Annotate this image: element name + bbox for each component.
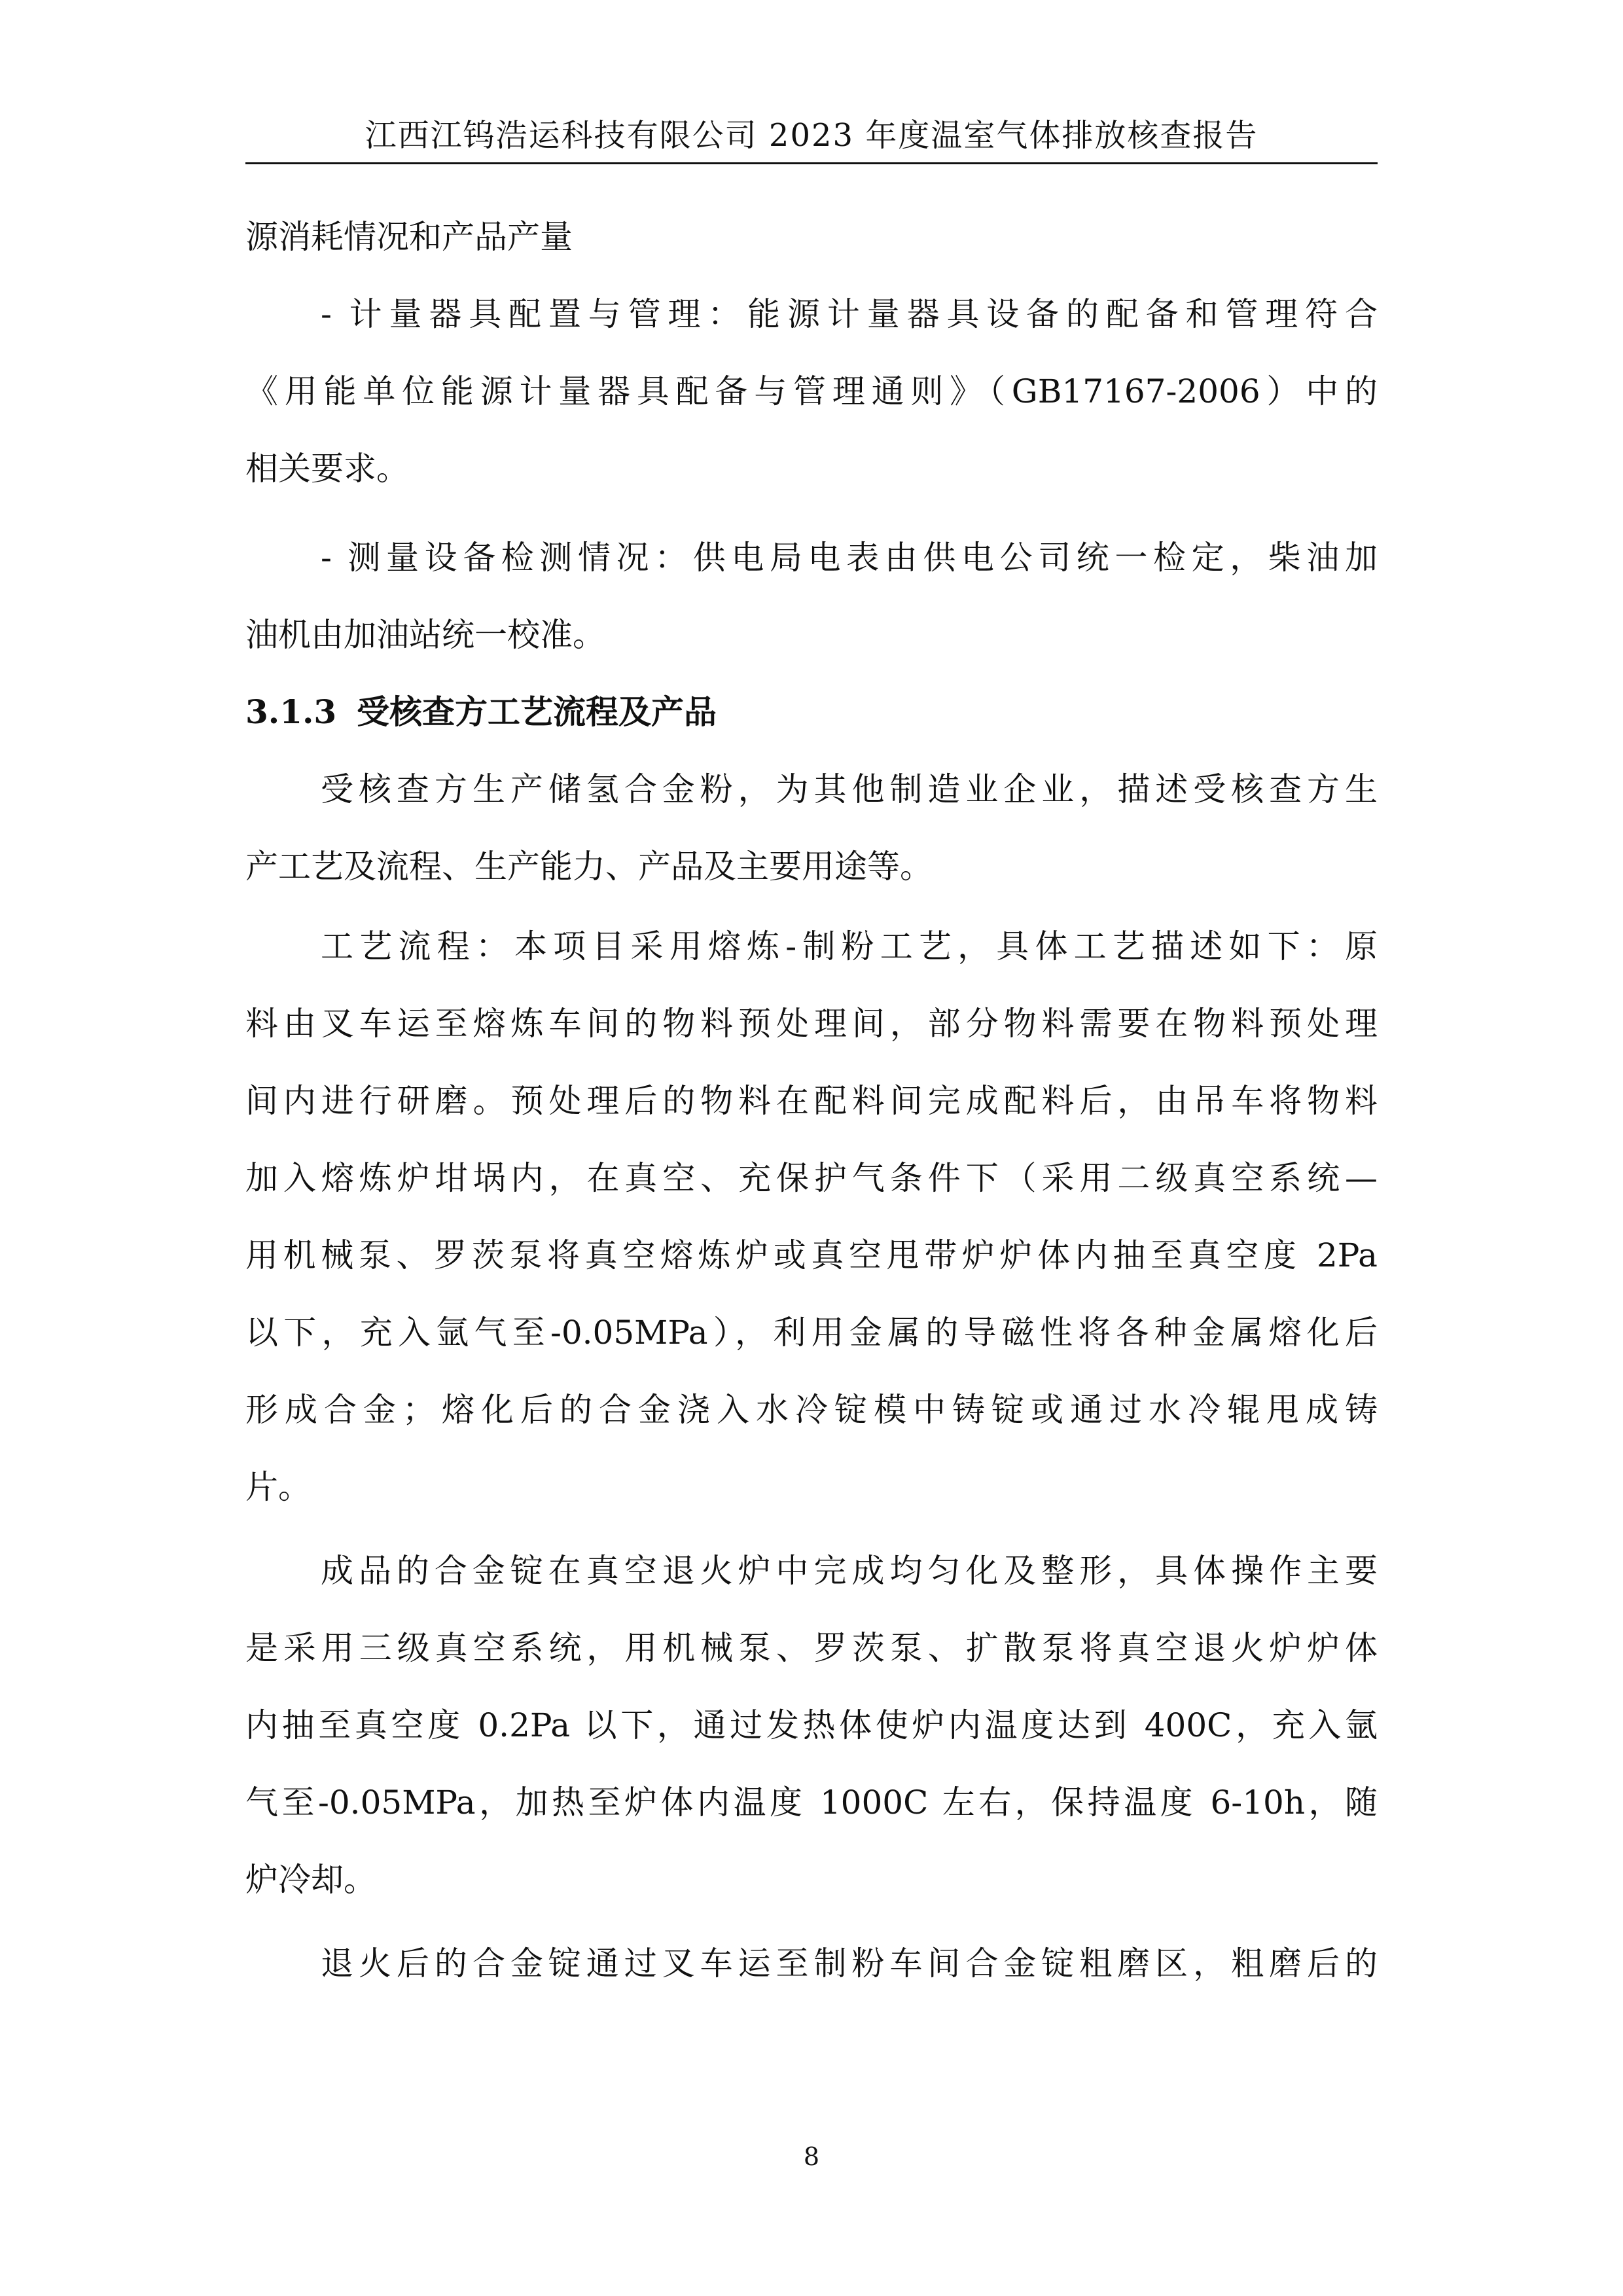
- body-line: 加入熔炼炉坩埚内，在真空、充保护气条件下（采用二级真空系统—: [245, 1159, 1378, 1197]
- body-line: 产工艺及流程、生产能力、产品及主要用途等。: [245, 848, 933, 886]
- section-title: 受核查方工艺流程及产品: [357, 692, 717, 731]
- body-line: 受核查方生产储氢合金粉，为其他制造业企业，描述受核查方生: [321, 770, 1378, 808]
- section-number: 3.1.3: [245, 692, 337, 731]
- body-line: 工艺流程：本项目采用熔炼-制粉工艺，具体工艺描述如下：原: [321, 927, 1378, 965]
- body-line: 源消耗情况和产品产量: [245, 218, 573, 256]
- body-line: 片。: [245, 1468, 311, 1506]
- body-line: 《用能单位能源计量器具配备与管理通则》（GB17167-2006）中的: [245, 372, 1378, 410]
- body-line: - 测量设备检测情况：供电局电表由供电公司统一检定，柴油加: [321, 539, 1378, 577]
- body-line: 相关要求。: [245, 450, 409, 488]
- body-line: 间内进行研磨。预处理后的物料在配料间完成配料后，由吊车将物料: [245, 1082, 1378, 1120]
- body-line: 是采用三级真空系统，用机械泵、罗茨泵、扩散泵将真空退火炉炉体: [245, 1629, 1378, 1667]
- body-line: 气至-0.05MPa，加热至炉体内温度 1000C 左右，保持温度 6-10h，随: [245, 1784, 1378, 1821]
- body-line: 内抽至真空度 0.2Pa 以下，通过发热体使炉内温度达到 400C，充入氩: [245, 1706, 1378, 1744]
- body-line: - 计量器具配置与管理：能源计量器具设备的配备和管理符合: [321, 295, 1378, 333]
- body-line: 料由叉车运至熔炼车间的物料预处理间，部分物料需要在物料预处理: [245, 1005, 1378, 1043]
- page-header: 江西江钨浩运科技有限公司 2023 年度温室气体排放核查报告: [365, 117, 1258, 154]
- body-line: 成品的合金锭在真空退火炉中完成均匀化及整形，具体操作主要: [321, 1552, 1378, 1590]
- body-line: 形成合金；熔化后的合金浇入水冷锭模中铸锭或通过水冷辊甩成铸: [245, 1391, 1378, 1429]
- body-line: 油机由加油站统一校准。: [245, 616, 605, 654]
- body-line: 退火后的合金锭通过叉车运至制粉车间合金锭粗磨区，粗磨后的: [321, 1945, 1378, 1982]
- body-line: 用机械泵、罗茨泵将真空熔炼炉或真空甩带炉炉体内抽至真空度 2Pa: [245, 1236, 1378, 1274]
- section-heading: [245, 686, 717, 738]
- body-line: 炉冷却。: [245, 1861, 376, 1899]
- body-line: 以下，充入氩气至-0.05MPa），利用金属的导磁性将各种金属熔化后: [245, 1314, 1378, 1352]
- page-number: 8: [803, 2142, 820, 2171]
- header-divider: [245, 162, 1378, 164]
